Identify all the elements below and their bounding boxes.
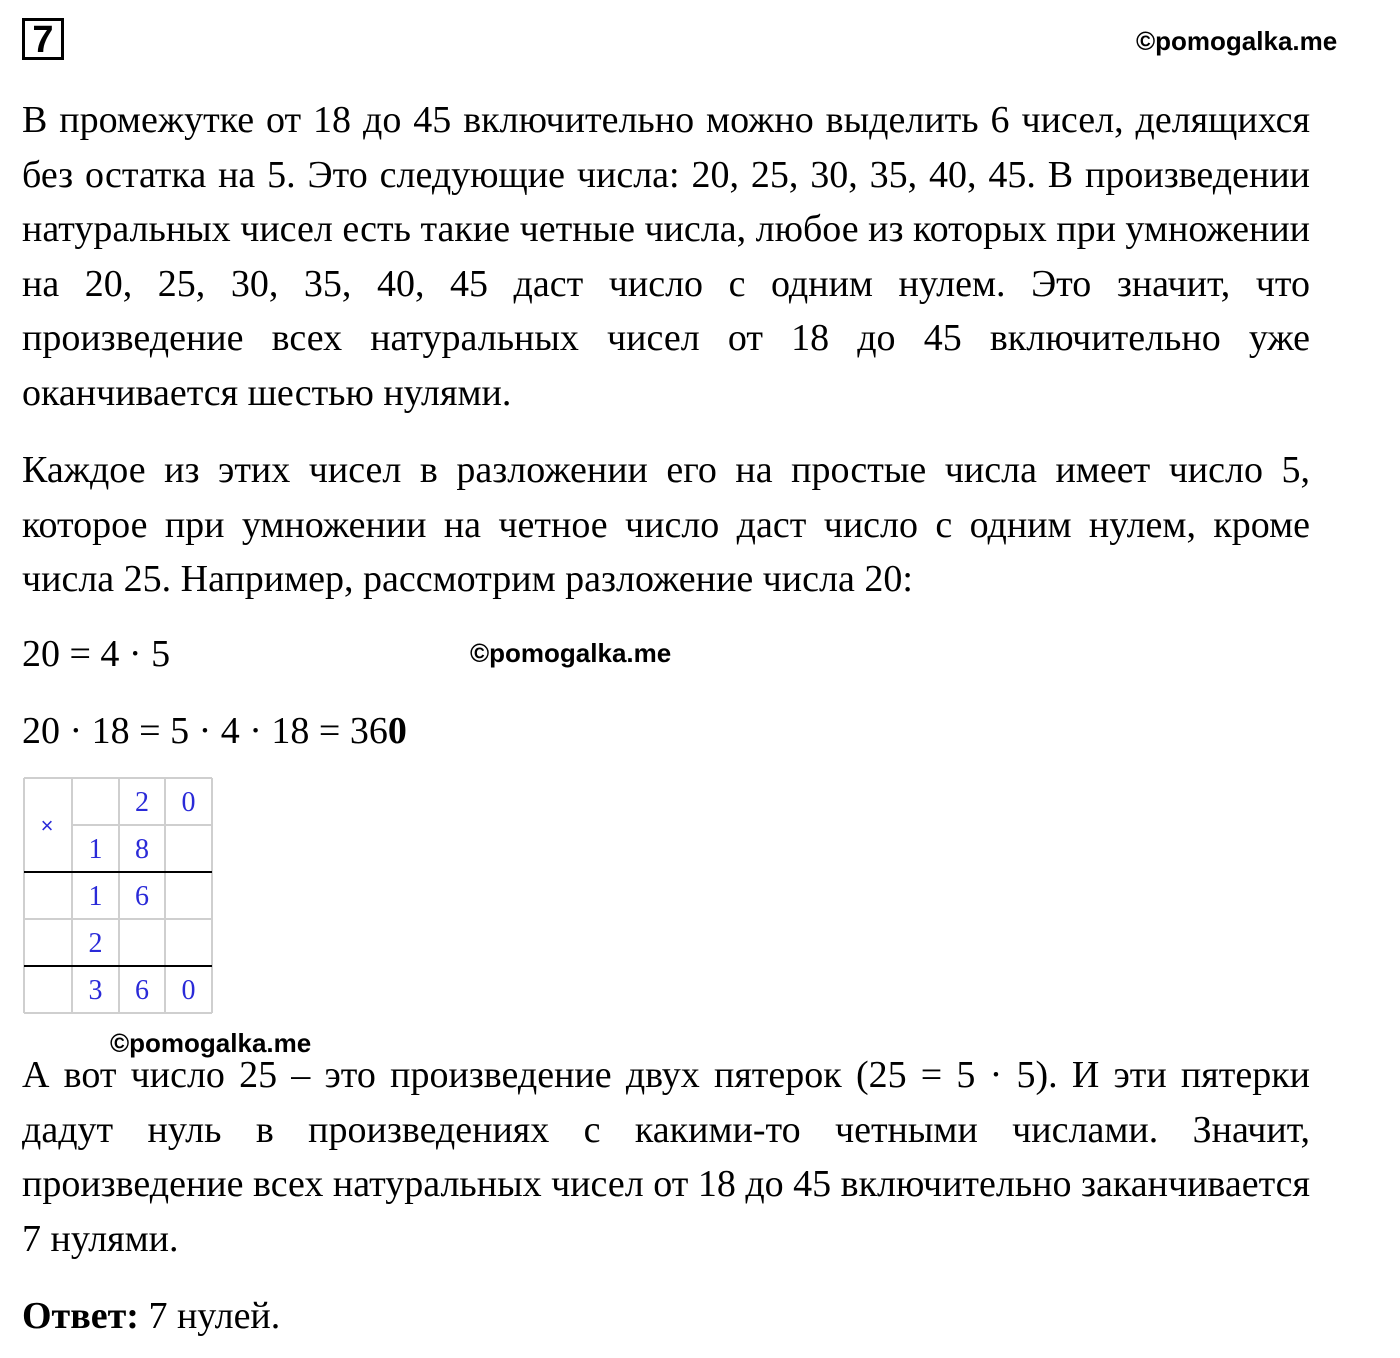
formula-1: 20 = 4 · 5 [22, 633, 171, 675]
answer-line [22, 1291, 280, 1341]
paragraph-2: Каждое из этих чисел в разложении его на простые числа имеет число 5, которое при умножении на четное число даст число с одним нулем, кроме числа 25. Например, рассмотрим разложение числа 20: [22, 449, 1310, 601]
grid-digits [89, 787, 196, 1006]
grid-digit: 6 [135, 881, 149, 912]
multiply-sign: × [40, 813, 54, 838]
paragraph-3: А вот число 25 – это произведение двух пятерок (25 = 5 · 5). И эти пятерки дадут нуль в произведениях с какими-то четными числами. Значит, произведение всех натуральных чисел от 18 до 45 включительно заканчивается 7 нулями. [22, 1054, 1311, 1260]
formula-2-bold-zero: 0 [387, 710, 407, 752]
watermark-top: ©pomogalka.me [1136, 26, 1338, 56]
multiplication-grid [24, 778, 216, 1014]
formula-2-text: 20 · 18 = 5 · 4 · 18 = 36 [22, 710, 388, 752]
watermark-middle: ©pomogalka.me [470, 638, 672, 668]
grid-digit: 2 [88, 928, 103, 959]
grid-digit: 3 [88, 975, 103, 1006]
answer-value: 7 нулей. [138, 1295, 281, 1337]
task-number-box: 7 [22, 18, 64, 60]
answer-label: Ответ: [22, 1295, 139, 1337]
grid-digit: 2 [135, 787, 149, 818]
grid-digit: 0 [181, 787, 196, 818]
grid-digit: 0 [181, 975, 196, 1006]
paragraph-1: В промежутке от 18 до 45 включительно можно выделить 6 чисел, делящихся без остатка на 5. Это следующие числа: 20, 25, 30, 35, 40, 45. В произведении натуральных чисел есть такие четные числа, любое из которых при умножении на 20, 25, 30, 35, 40, 45 даст число с одним нулем. Это значит, что произведение всех натуральных чисел от 18 до 45 включительно уже оканчивается шестью нулями. [22, 99, 1310, 414]
watermark-bottom: ©pomogalka.me [110, 1028, 312, 1058]
grid-digit: 1 [88, 881, 103, 912]
formula-2 [22, 709, 407, 753]
grid-digit: 1 [88, 834, 103, 865]
grid-digit: 8 [135, 834, 149, 865]
grid-digit: 6 [135, 975, 149, 1006]
